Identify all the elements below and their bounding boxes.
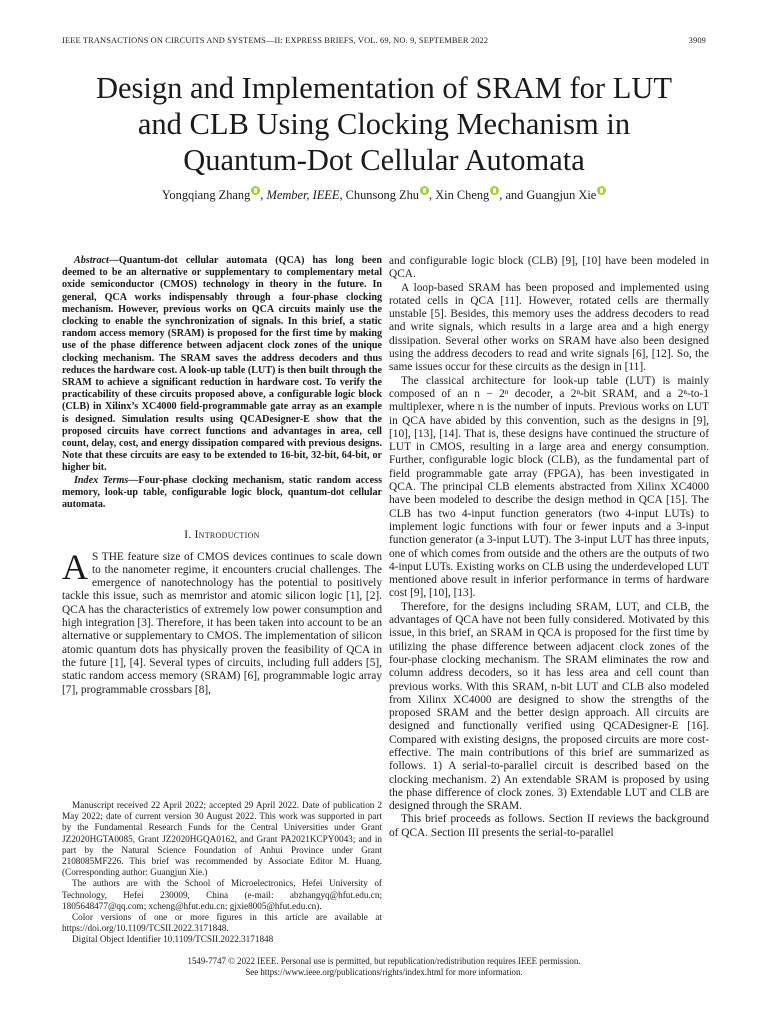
orcid-icon[interactable] [490,186,499,195]
author-1-membership: Member, IEEE [266,188,340,202]
body-paragraph: Therefore, for the designs including SRAM, LUT, and CLB, the advantages of QCA have not been fully considered. Motivated by this issue, in this brief, an SRAM in QCA is proposed for the first time by utilizing the phase difference between adjacent clock zones of the four-phase clocking mechanism. The SRAM eliminates the row and column address decoders, so it has less area and cell count than previous works. With this SRAM, n-bit LUT and CLB also modeled from Xilinx XC4000 are designed to show the strengths of the proposed SRAM and the better design approach. All circuits are designed and functionally verified using QCADesigner-E [16]. Compared with existing designs, the proposed circuits are more cost-effective. The main contributions of this brief are summarized as follows. 1) A serial-to-parallel circuit is described based on the clocking mechanism. 2) An extendable SRAM is proposed by using the phase difference of clock zones. 3) Extendable LUT and CLB are designed through the SRAM. [389,600,709,813]
index-terms: Index Terms—Four-phase clocking mechanism, static random access memory, look-up table, configurable logic block, quantum-dot cellular automata. [62,474,382,511]
copyright-line-1: 1549-7747 © 2022 IEEE. Personal use is permitted, but republication/redistribution requires IEEE permission. [187,956,581,966]
paper-title [40,70,728,178]
orcid-icon[interactable] [597,186,606,195]
drop-cap: A [62,546,88,587]
abstract: Abstract—Quantum-dot cellular automata (QCA) has long been deemed to be an alternative or supplementary to complementary metal oxide semiconductor (CMOS) technology in theory in the future. In general, QCA works indispensably through a four-phase clocking mechanism. However, previous works on QCA circuits mainly use the clocking to enable the synchronization of signals. In this brief, a static random access memory (SRAM) is proposed for the first time by making use of the phase difference between adjacent clock zones of the unique clocking mechanism. The SRAM saves the address decoders and thus reduces the hardware cost. A look-up table (LUT) is then built through the SRAM to achieve a significant reduction in hardware cost. To verify the practicability of these circuits proposed above, a configurable logic block (CLB) in Xilinx’s XC4000 field-programmable gate array as an example is designed. Simulation results using QCADesigner-E show that the proposed circuits have correct functions and advantages in area, cell count, delay, cost, and energy dissipation compared with previous designs. Note that these circuits are easy to be extended to 16-bit, 32-bit, 64-bit, or higher bit. [62,255,382,474]
body-paragraph: This brief proceeds as follows. Section II reviews the background of QCA. Section III presents the serial-to-parallel [389,813,709,839]
author-2: Chunsong Zhu [345,188,419,202]
author-3: Xin Cheng [435,188,490,202]
copyright-line-2: See https://www.ieee.org/publications/rights/index.html for more information. [245,967,523,977]
footnotes [62,800,382,946]
orcid-icon[interactable] [251,186,260,195]
running-head [62,36,706,45]
title-line-1: Design and Implementation of SRAM for LUT [95,71,672,105]
journal-name: IEEE TRANSACTIONS ON CIRCUITS AND SYSTEMS—II: EXPRESS BRIEFS, VOL. 69, NO. 9, SEPTEMBER 2022 [62,36,489,45]
title-line-2: and CLB Using Clocking Mechanism in [137,107,631,141]
body-paragraph: A loop-based SRAM has been proposed and implemented using rotated cells in QCA [11]. However, rotated cells are thermally unstable [5]. Besides, this memory uses the address decoders to read and write signals, which results in a large area and a high energy dissipation. Several other works on SRAM have also been designed using the address decoders to read and write signals [6], [12]. So, the same issues occur for these circuits as the design in [11]. [389,281,709,374]
copyright-notice [0,956,768,978]
left-column [62,255,382,697]
section-heading-introduction: I. Introduction [184,529,260,542]
body-paragraph: The classical architecture for look-up table (LUT) is mainly composed of an n − 2ⁿ decoder, a 2ⁿ-bit SRAM, and a 2ⁿ-to-1 multiplexer, where n is the number of inputs. Previous works on LUT in QCA have abided by this convention, such as the designs in [9], [10], [13], [14]. That is, these designs have continued the structure of LUT in CMOS, resulting in a large area and energy consumption. Further, configurable logic block (CLB), as the fundamental part of field programmable gate array (FPGA), has been investigated in QCA. The principal CLB elements abstracted from Xilinx XC4000 have been modeled to describe the design method in QCA [15]. The CLB has two 4-input function generators (two 4-input LUTs) to implement logic functions with four or fewer inputs and a 3-input function generator (a 3-input LUT). The 3-input LUT has three inputs, one of which comes from outside and the others are the outputs of two 4-input LUTs. Existing works on CLB using the underdeveloped LUT mentioned above result in inferior performance in terms of hardware cost [9], [10], [13]. [389,374,709,600]
introduction-paragraph: A S THE feature size of CMOS devices continues to scale down to the nanometer regime, it encounters crucial challenges. The emergence of nanotechnology has the potential to positively tackle this issue, such as memristor and atomic silicon logic [1], [2]. QCA has the characteristics of extremely low power consumption and high integration [3]. Therefore, it has been taken into account to be an alternative or supplementary to CMOS. The implementation of silicon atomic quantum dots has physically proven the feasibility of QCA in the future [1], [4]. Several types of circuits, including full adders [5], static random access memory (SRAM) [6], programmable logic array [7], programmable crossbars [8], [62,546,382,696]
author-4: and Guangjun Xie [505,188,597,202]
body-paragraph: and configurable logic block (CLB) [9], [10] have been modeled in QCA. [389,255,709,281]
page-number: 3909 [688,36,706,45]
footnote-manuscript: Manuscript received 22 April 2022; accepted 29 April 2022. Date of publication 2 May 2022; date of current version 30 August 2022. This work was supported in part by the Fundamental Research Funds for the Central Universities under Grant JZ2020HGTA0085, Grant JZ2020HGQA0162, and Grant PA2021KCPY0043; and in part by the Natural Science Foundation of Anhui Province under Grant 2108085MF226. This brief was recommended by Associate Editor M. Huang. (Corresponding author: Guangjun Xie.) [62,800,382,878]
footnote-doi: Digital Object Identifier 10.1109/TCSII.2022.3171848 [72,934,274,945]
author-1: Yongqiang Zhang [161,188,251,202]
title-line-3: Quantum-Dot Cellular Automata [183,143,585,177]
author-list: Yongqiang Zhang , Member, IEEE, Chunsong Zhu , Xin Cheng , and Guangjun Xie [40,186,728,203]
orcid-icon[interactable] [420,186,429,195]
footnote-color: Color versions of one or more figures in this article are available at https://doi.org/10.1109/TCSII.2022.3171848. [62,912,382,934]
footnote-affiliation: The authors are with the School of Microelectronics, Hefei University of Technology, Hefei 230009, China (e-mail: abzhangyq@hfut.edu.cn; 1805648477@qq.com; xcheng@hfut.edu.cn; gjxie8005@hfut.edu.cn). [62,878,382,911]
right-column [389,255,709,840]
